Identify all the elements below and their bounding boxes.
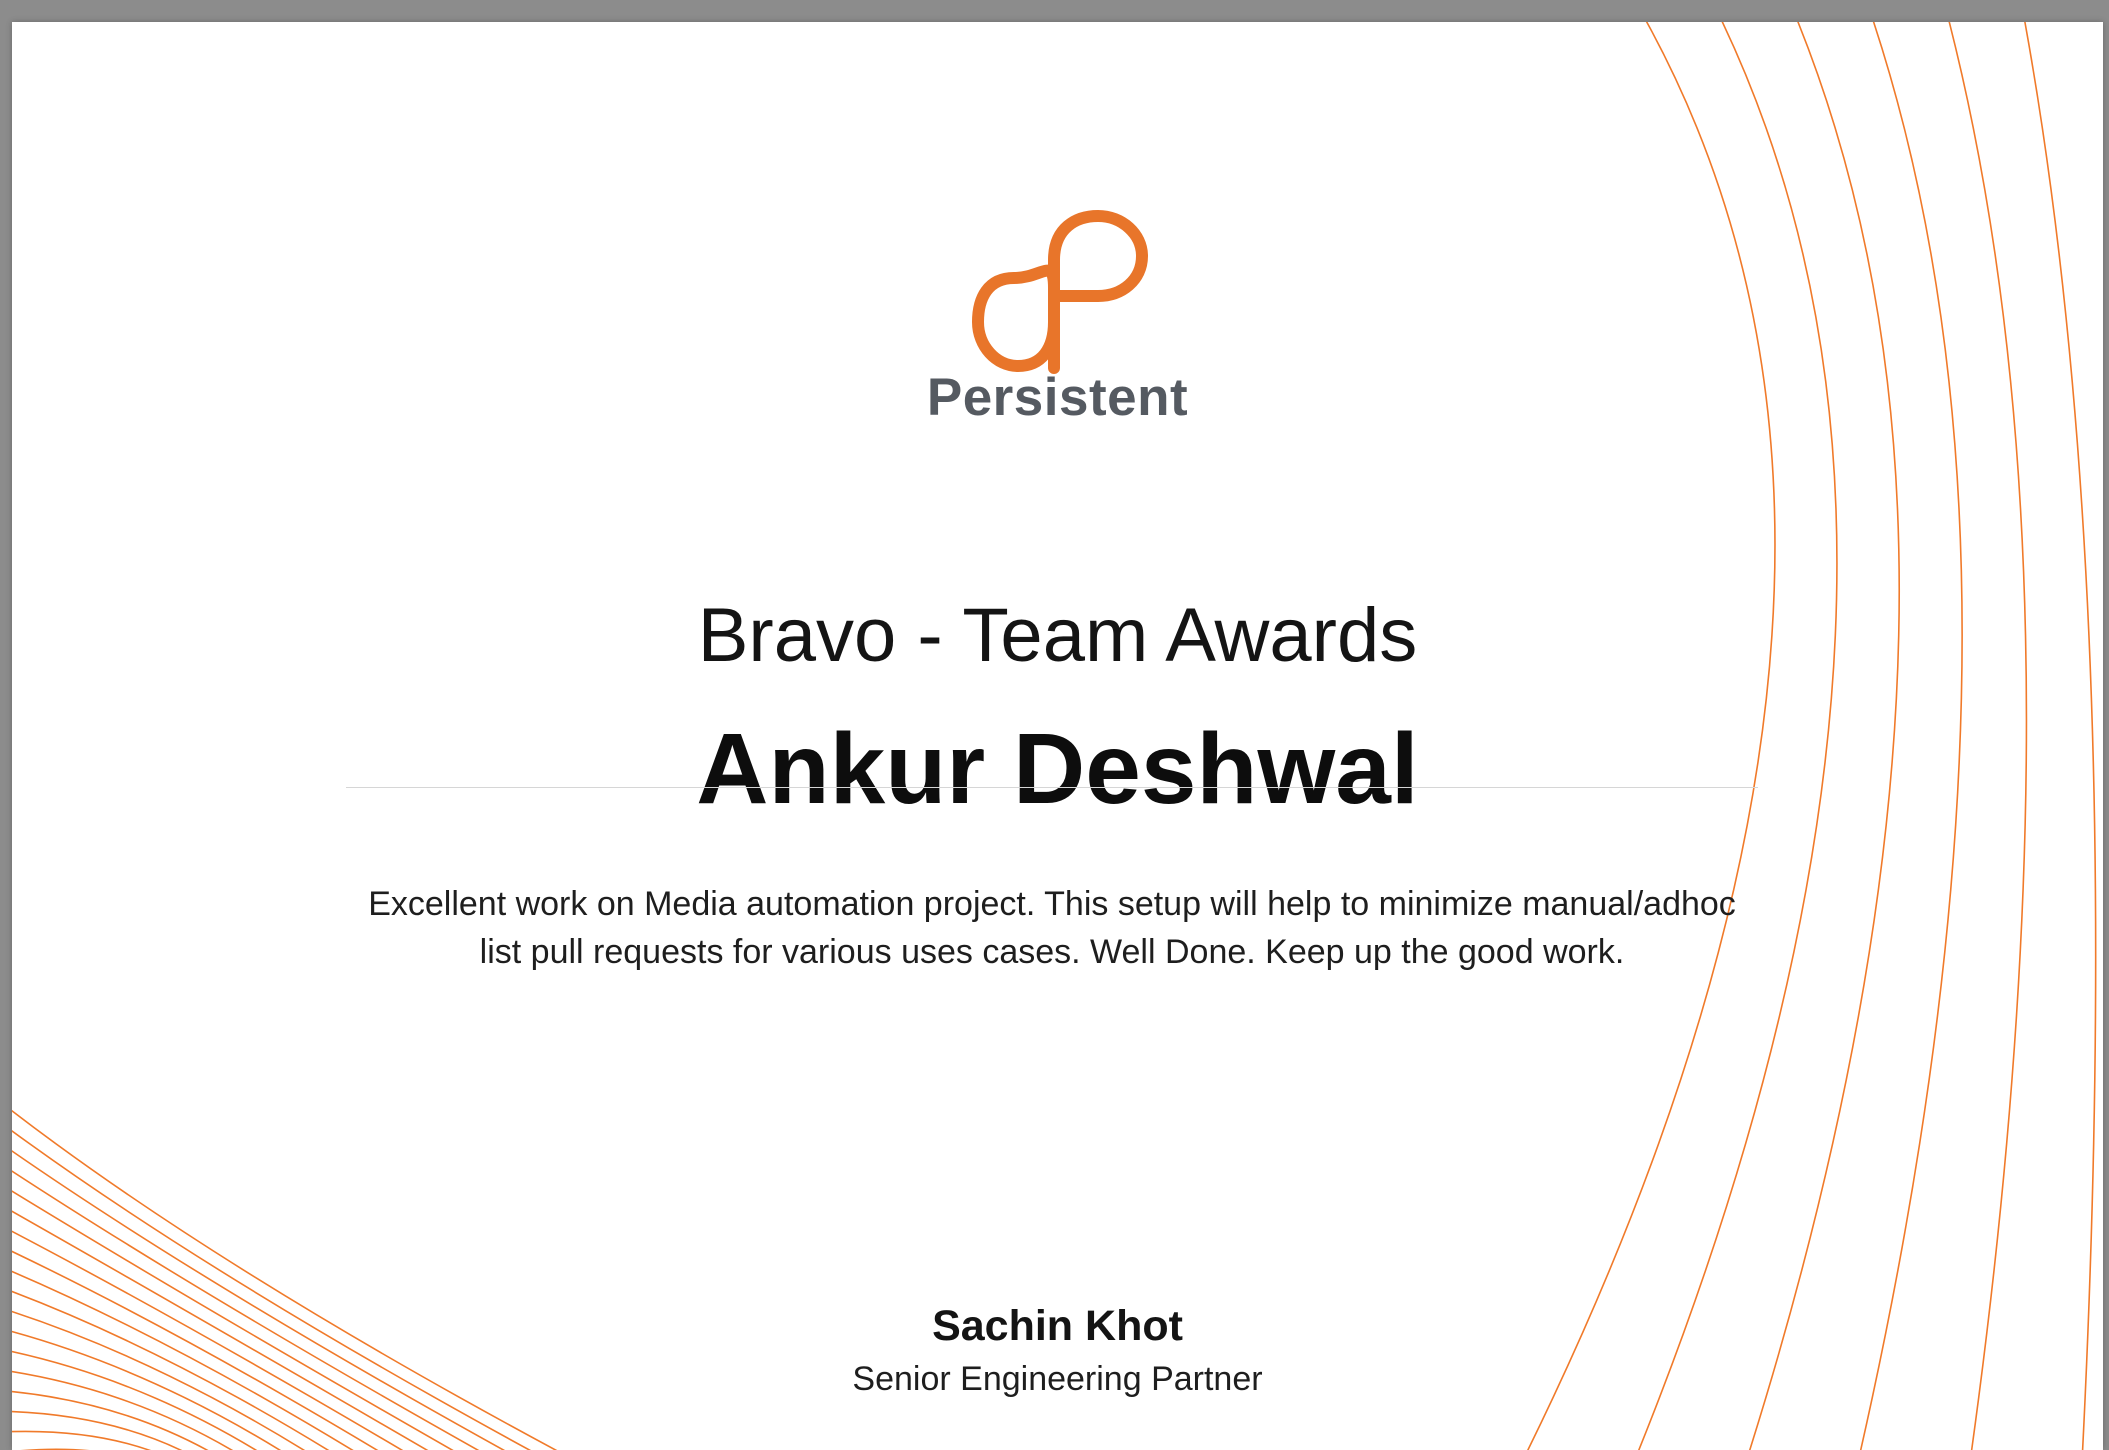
award-message: Excellent work on Media automation project. This setup will help to minimize manual/adhoc list pull requests for various uses cases. Well Done. Keep up the good work. xyxy=(368,885,1736,971)
award-title: Bravo - Team Awards xyxy=(697,593,1418,678)
signer-title: Senior Engineering Partner xyxy=(852,1360,1263,1398)
recipient-name: Ankur Deshwal xyxy=(696,713,1419,825)
certificate xyxy=(12,22,2103,1450)
bottom-left-arc-line xyxy=(12,1127,741,1450)
bottom-left-arc-line xyxy=(12,1391,344,1450)
bottom-left-arc-line xyxy=(12,1411,313,1450)
signer-name: Sachin Khot xyxy=(932,1302,1183,1350)
persistent-logo-icon xyxy=(972,194,1152,374)
bottom-left-arc-line xyxy=(12,1148,711,1450)
bottom-left-arc-line xyxy=(12,1431,283,1450)
company-name: Persistent xyxy=(926,368,1189,427)
divider xyxy=(346,787,1758,788)
